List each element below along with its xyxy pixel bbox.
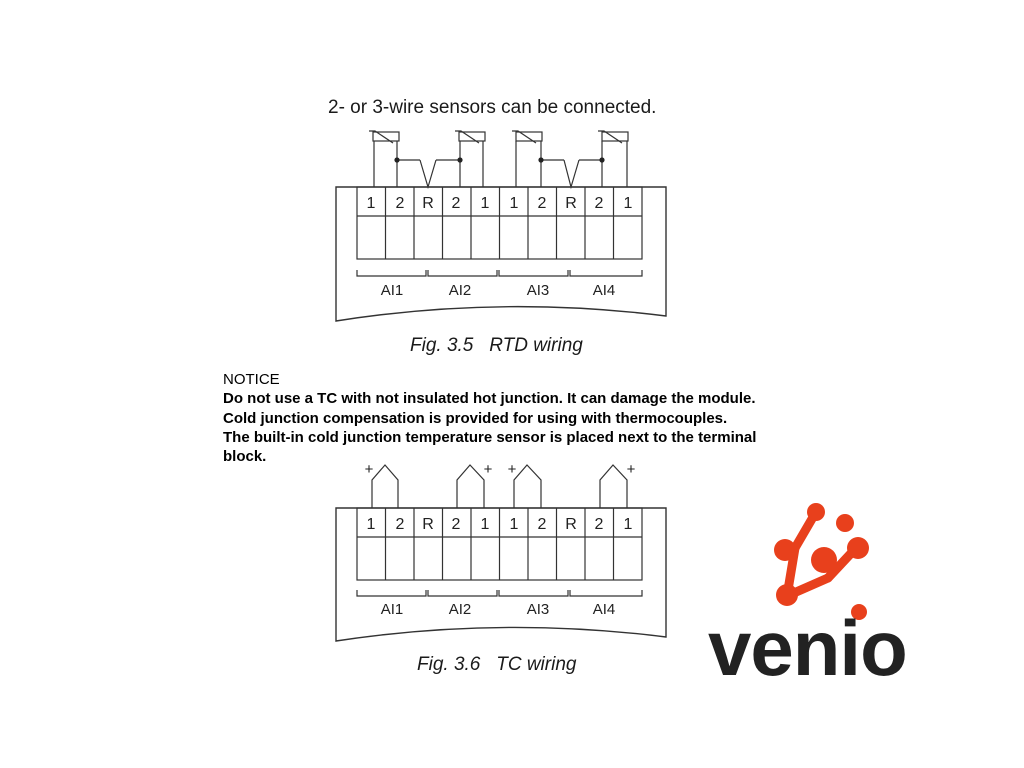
notice-line: block. — [223, 448, 267, 466]
notice-heading: NOTICE — [223, 371, 280, 388]
caption-title: TC wiring — [496, 654, 577, 675]
notice-line: Cold junction compensation is provided for using with thermocouples. — [223, 409, 728, 427]
group-label: AI4 — [592, 601, 616, 618]
terminal-label: 1 — [623, 195, 633, 212]
group-label: AI1 — [380, 282, 404, 299]
terminal-label: 2 — [594, 195, 604, 212]
terminal-label: 2 — [537, 195, 547, 212]
notice-line: The built-in cold junction temperature sensor is placed next to the terminal — [223, 428, 757, 446]
group-label: AI2 — [448, 601, 472, 618]
venio-logo-mark — [774, 503, 869, 620]
group-label: AI2 — [448, 282, 472, 299]
caption-number: Fig. 3.5 — [410, 335, 474, 356]
terminal-label: 1 — [509, 195, 519, 212]
caption-title: RTD wiring — [489, 335, 583, 356]
rtd-intro-text: 2- or 3-wire sensors can be connected. — [328, 97, 657, 118]
terminal-label: 1 — [623, 516, 633, 533]
group-label: AI1 — [380, 601, 404, 618]
polarity-plus-label: + — [626, 461, 636, 478]
terminal-label: R — [422, 195, 434, 212]
terminal-label: 1 — [366, 195, 376, 212]
venio-logo-wordmark: venio — [708, 604, 907, 685]
group-label: AI4 — [592, 282, 616, 299]
terminal-label: 1 — [509, 516, 519, 533]
terminal-label: R — [422, 516, 434, 533]
rtd-wiring-diagram — [330, 125, 670, 330]
notice-block — [223, 370, 803, 466]
terminal-label: 2 — [451, 195, 461, 212]
terminal-label: 1 — [480, 195, 490, 212]
polarity-plus-label: + — [507, 461, 517, 478]
terminal-label: 2 — [395, 516, 405, 533]
group-label: AI3 — [526, 601, 550, 618]
terminal-label: 2 — [594, 516, 604, 533]
rtd-figure-caption — [410, 335, 583, 357]
venio-logo — [700, 495, 940, 685]
polarity-plus-label: + — [483, 461, 493, 478]
terminal-label: 2 — [537, 516, 547, 533]
terminal-label: 2 — [395, 195, 405, 212]
tc-figure-caption — [417, 654, 576, 676]
terminal-label: 2 — [451, 516, 461, 533]
polarity-plus-label: + — [364, 461, 374, 478]
tc-wiring-diagram — [330, 458, 670, 648]
terminal-label: 1 — [366, 516, 376, 533]
caption-number: Fig. 3.6 — [417, 654, 481, 675]
terminal-label: R — [565, 516, 577, 533]
group-label: AI3 — [526, 282, 550, 299]
terminal-label: R — [565, 195, 577, 212]
terminal-label: 1 — [480, 516, 490, 533]
notice-line: Do not use a TC with not insulated hot junction. It can damage the module. — [223, 390, 756, 408]
